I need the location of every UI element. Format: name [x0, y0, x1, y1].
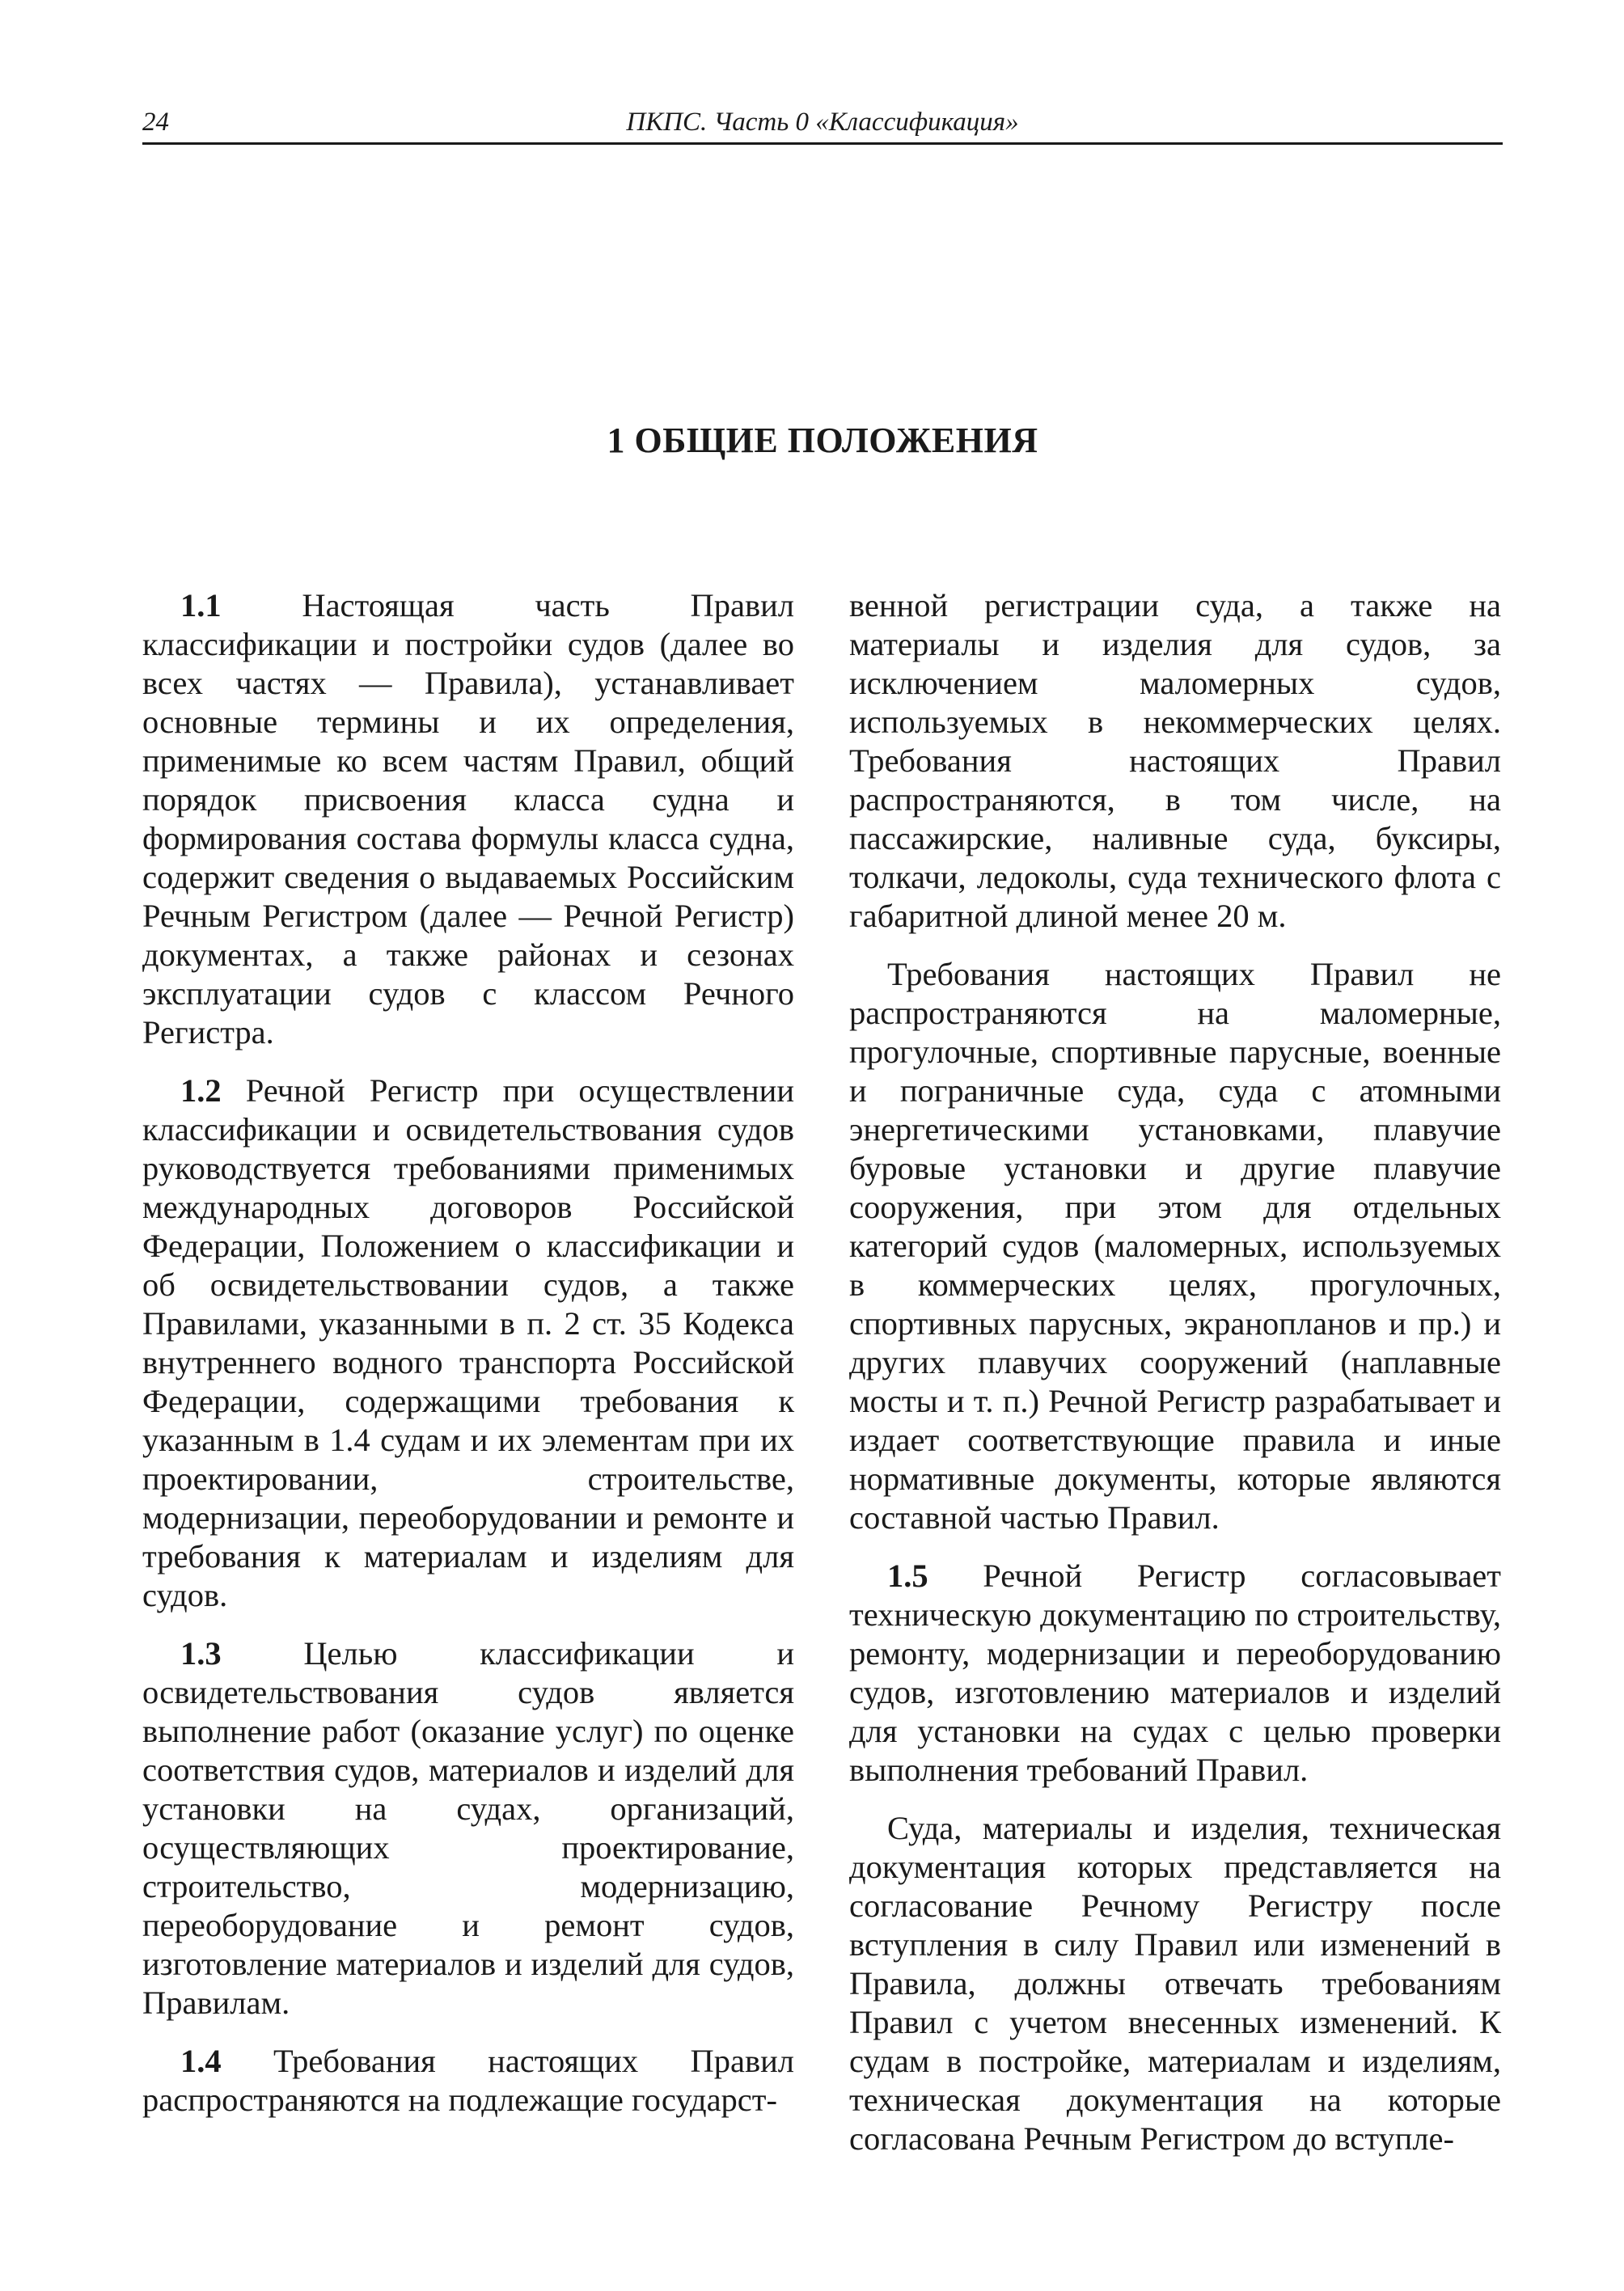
- paragraph-1-4-continued: венной регистрации суда, а также на материалы и изделия для судов, за исключением маломерных судов, используемых в некоммерческих целях. Требования настоящих Правил распространяются, в том числе, на пассажирские, наливные суда, буксиры, толкачи, ледоколы, суда технического флота с габаритной длиной менее 20 м.: [849, 587, 1501, 934]
- clause-number: 1.3: [180, 1635, 222, 1672]
- clause-number: 1.1: [180, 587, 222, 623]
- paragraph-text: Речной Регистр при осуществлении классификации и освидетельствования судов руководствуется требованиями применимых международных договоров Российской Федерации, Положением о классификации и об освидетельствовании судов, а также Правилами, указанными в п. 2 ст. 35 Кодекса внутреннего водного транспорта Российской Федерации, содержащими требования к указанным в 1.4 судам и их элементам при их проектировании, строительстве, модернизации, переоборудовании и ремонте и требования к материалам и изделиям для судов.: [142, 1072, 794, 1613]
- section-title: 1 ОБЩИЕ ПОЛОЖЕНИЯ: [607, 421, 1038, 460]
- left-column: [142, 586, 794, 2120]
- paragraph-1-5: [849, 1557, 1501, 1790]
- paragraph-text: Речной Регистр согласовывает техническую документацию по строительству, ремонту, модернизации и переоборудованию судов, изготовлению материалов и изделий для установки на судах с целью проверки выполнения требований Правил.: [849, 1558, 1501, 1788]
- running-header: [142, 105, 1503, 145]
- paragraph-1-3: [142, 1634, 794, 2023]
- page-number: 24: [142, 108, 169, 137]
- clause-number: 1.4: [180, 2043, 222, 2079]
- paragraph-1-2: [142, 1072, 794, 1615]
- running-title: ПКПС. Часть 0 «Классификация»: [626, 108, 1019, 137]
- paragraph-text: Целью классификации и освидетельствования судов является выполнение работ (оказание услуг) по оценке соответствия судов, материалов и изделий для установки на судах, организаций, осуществляющих проектирование, строительство, модернизацию, переоборудование и ремонт судов, изготовление материалов и изделий для судов, Правилам.: [142, 1635, 794, 2021]
- paragraph-text: Требования настоящих Правил распространяются на подлежащие государст-: [142, 2043, 794, 2118]
- clause-number: 1.5: [887, 1558, 928, 1594]
- clause-number: 1.2: [180, 1072, 222, 1109]
- paragraph-text: Настоящая часть Правил классификации и постройки судов (далее во всех частях — Правила), устанавливает основные термины и их определения, применимые ко всем частям Правил, общий порядок присвоения класса судна и формирования состава формулы класса судна, содержит сведения о выдаваемых Российским Речным Регистром (далее — Речной Регистр) документах, а также районах и сезонах эксплуатации судов с классом Речного Регистра.: [142, 587, 794, 1050]
- paragraph-1-5-second: Суда, материалы и изделия, техническая документация которых представляется на согласование Речному Регистру после вступления в силу Правил или изменений в Правила, должны отвечать требованиям Правил с учетом внесенных изменений. К судам в постройке, материалам и изделиям, техническая документация на которые согласована Речным Регистром до вступле-: [849, 1810, 1501, 2157]
- paragraph-1-4: [142, 2042, 794, 2120]
- right-column: [849, 586, 1501, 2158]
- paragraph-1-1: [142, 586, 794, 1052]
- paragraph-1-4-second: Требования настоящих Правил не распространяются на маломерные, прогулочные, спортивные парусные, военные и пограничные суда, суда с атомными энергетическими установками, плавучие буровые установки и другие плавучие сооружения, при этом для отдельных категорий судов (маломерных, используемых в коммерческих целях, прогулочных, спортивных парусных, экранопланов и пр.) и других плавучих сооружений (наплавные мосты и т. п.) Речной Регистр разрабатывает и издает соответствующие правила и иные нормативные документы, которые являются составной частью Правил.: [849, 956, 1501, 1536]
